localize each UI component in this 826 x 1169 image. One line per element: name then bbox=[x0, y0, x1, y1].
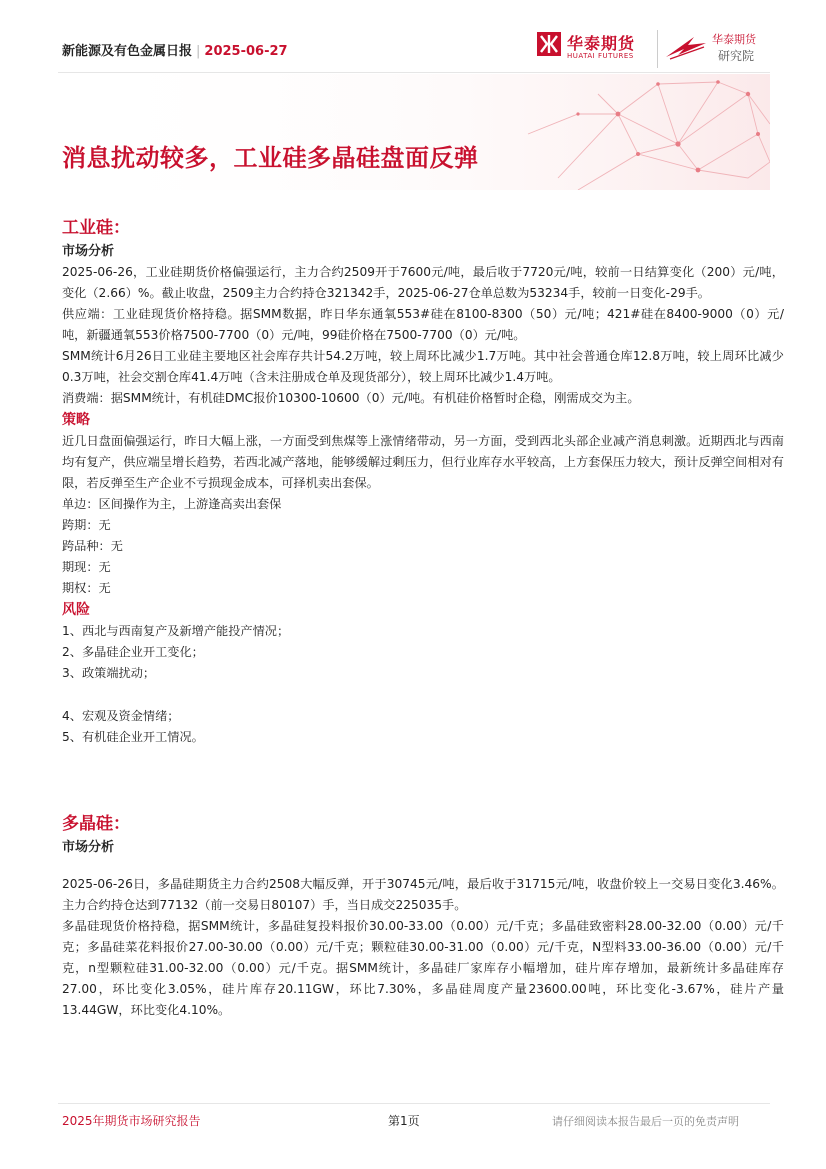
logo2-line1: 华泰期货 bbox=[712, 33, 756, 46]
risk-item: 3、政策端扰动； bbox=[62, 666, 156, 680]
page-title: 消息扰动较多，工业硅多晶硅盘面反弹 bbox=[62, 144, 479, 172]
footer-rule bbox=[58, 1103, 770, 1104]
report-body bbox=[62, 214, 784, 1021]
huatai-futures-logo bbox=[537, 30, 649, 66]
paragraph: 多晶硅现货价格持稳，据SMM统计，多晶硅复投料报价30.00-33.00（0.00）元/千克；多晶硅致密料28.00-32.00（0.00）元/千克；多晶硅菜花料报价27.00-30.00（0.00）元/千克；颗粒硅30.00-31.00（0.00）元/千克，N型料33.00-36.00（0.00）元/千克，n型颗粒硅31.00-32.00（0.00）元/千克。据SMM统计，多晶硅厂家库存小幅增加，硅片库存增加，最新统计多晶硅库存27.00，环比变化3.05%，硅片库存20.11GW，环比7.30%，多晶硅周度产量23600.00吨，环比变化-3.67%，硅片产量13.44GW，环比变化4.10%。 bbox=[62, 919, 784, 1017]
risk-item: 5、有机硅企业开工情况。 bbox=[62, 730, 204, 744]
logo1-cn-text: 华泰期货 bbox=[567, 34, 636, 53]
header-divider bbox=[657, 30, 658, 68]
strategy-line: 跨期：无 bbox=[62, 518, 111, 532]
report-date: 2025-06-27 bbox=[204, 44, 288, 59]
report-header bbox=[62, 40, 288, 59]
paragraph: 供应端：工业硅现货价格持稳。据SMM数据，昨日华东通氧553#硅在8100-8300（50）元/吨；421#硅在8400-9000（0）元/吨，新疆通氧553价格7500-7700（0）元/吨，99硅价格在7500-7700（0）元/吨。 bbox=[62, 307, 784, 342]
disclaimer-note: 请仔细阅读本报告最后一页的免责声明 bbox=[552, 1115, 739, 1128]
subheading-market-analysis: 市场分析 bbox=[62, 840, 115, 855]
report-name: 新能源及有色金属日报 bbox=[62, 44, 193, 59]
paragraph: 2025-06-26，工业硅期货价格偏强运行，主力合约2509开于7600元/吨，最后收于7720元/吨，较前一日结算变化（200）元/吨，变化（2.66）%。截止收盘，2509主力合约持仓321342手，2025-06-27仓单总数为53234手，较前一日变化-29手。 bbox=[62, 265, 784, 300]
paragraph: 近几日盘面偏强运行，昨日大幅上涨，一方面受到焦煤等上涨情绪带动，另一方面，受到西北头部企业减产消息刺激。近期西北与西南均有复产，供应端呈增长趋势，若西北减产落地，能够缓解过剩压力，但行业库存水平较高，上方套保压力较大，预计反弹空间相对有限，若反弹至生产企业不亏损现金成本，可择机卖出套保。 bbox=[62, 434, 784, 490]
strategy-line: 跨品种：无 bbox=[62, 539, 123, 553]
research-logo-swoosh-icon bbox=[664, 33, 708, 61]
section-heading-industrial-silicon: 工业硅： bbox=[62, 218, 130, 238]
page-number: 第1页 bbox=[388, 1114, 420, 1128]
paragraph: 2025-06-26日，多晶硅期货主力合约2508大幅反弹，开于30745元/吨，最后收于31715元/吨，收盘价较上一交易日变化3.46%。主力合约持仓达到77132（前一交易日80107）手，当日成交225035手。 bbox=[62, 877, 784, 912]
risk-item: 2、多晶硅企业开工变化； bbox=[62, 645, 204, 659]
logo1-en-text: HUATAI FUTURES bbox=[567, 52, 634, 60]
huatai-logo-mark-icon bbox=[537, 32, 561, 56]
risk-item: 4、宏观及资金情绪； bbox=[62, 709, 180, 723]
footer-report-type: 2025年期货市场研究报告 bbox=[62, 1114, 201, 1128]
strategy-line: 单边：区间操作为主，上游逢高卖出套保 bbox=[62, 497, 282, 511]
header-rule bbox=[58, 72, 770, 73]
research-institute-logo bbox=[664, 30, 774, 66]
section-heading-polysilicon: 多晶硅： bbox=[62, 814, 130, 834]
paragraph: SMM统计6月26日工业硅主要地区社会库存共计54.2万吨，较上周环比减少1.7万吨。其中社会普通仓库12.8万吨，较上周环比减少0.3万吨，社会交割仓库41.4万吨（含未注册成仓单及现货部分），较上周环比减少1.4万吨。 bbox=[62, 349, 784, 384]
risk-item: 1、西北与西南复产及新增产能投产情况； bbox=[62, 624, 290, 638]
subheading-risk: 风险 bbox=[62, 602, 90, 618]
header-separator: | bbox=[196, 44, 201, 59]
strategy-line: 期现：无 bbox=[62, 560, 111, 574]
paragraph: 消费端：据SMM统计，有机硅DMC报价10300-10600（0）元/吨。有机硅价格暂时企稳，刚需成交为主。 bbox=[62, 391, 640, 405]
logo2-line2: 研究院 bbox=[718, 49, 755, 63]
subheading-market-analysis: 市场分析 bbox=[62, 244, 115, 259]
strategy-line: 期权：无 bbox=[62, 581, 111, 595]
subheading-strategy: 策略 bbox=[62, 412, 90, 428]
